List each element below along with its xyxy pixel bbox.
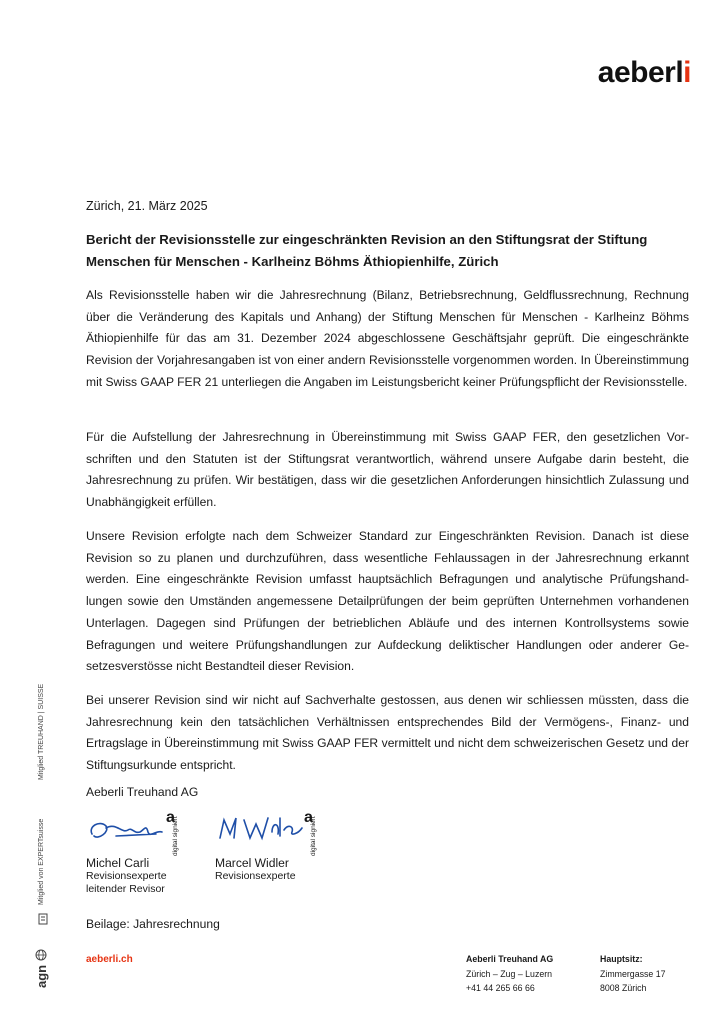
signatory-widler: Marcel Widler Revisionsexperte xyxy=(215,856,296,882)
paragraph-2: Für die Aufstellung der Jahresrechnung in Übereinstimmung mit Swiss GAAP FER, den gesetzlichen Vorschriften und den Statuten ist der Stiftungsrat verantwortlich, während unsere Aufgabe darin besteht, die Jahresrechnung zu prüfen. Wir bestätigen, dass wir die gesetzlichen Anforderungen hinsichtlich Zulassung und Unabhängigkeit erfüllen. xyxy=(86,430,689,510)
attachment-note: Beilage: Jahresrechnung xyxy=(86,917,220,931)
letter-date: Zürich, 21. März 2025 xyxy=(86,199,208,213)
company-name: Aeberli Treuhand AG xyxy=(86,785,199,799)
signature-widler xyxy=(214,808,314,852)
expertsuisse-icon xyxy=(38,912,48,924)
footer-headquarters: Hauptsitz: Zimmergasse 17 8008 Zürich xyxy=(600,954,666,993)
signatory-carli: Michel Carli Revisionsexperte leitender Revisor xyxy=(86,856,167,895)
member-treuhand-suisse: Mitglied TREUHAND | SUISSE xyxy=(38,683,45,780)
agn-logo: agn xyxy=(34,964,49,988)
agn-globe-icon xyxy=(35,948,47,960)
digital-signature-badge-2: a digital signiert xyxy=(304,809,317,856)
report-title: Bericht der Revisionsstelle zur eingeschränkten Revision an den Stiftungsrat der Stiftung Menschen für Menschen - Karlheinz Böhms Äthiopienhilfe, Zürich xyxy=(86,232,648,269)
website-link[interactable]: aeberli.ch xyxy=(86,954,133,965)
paragraph-3: Unsere Revision erfolgte nach dem Schweizer Standard zur Eingeschränkten Revision. Danach ist diese Revision so zu planen und durchzuführen, dass wesentliche Fehlaussagen in der Jahresrechnung erkannt werden. Eine eingeschränkte Revision umfasst hauptsächlich Befragungen und analytische Prüfungshandlungen sowie den Umständen angemessene Detailprüfungen der beim geprüften Unternehmen vorhandenen Unterlagen. Dagegen sind Prüfungen der betrieblichen Abläufe und des internen Kontrollsystems sowie Befragungen und weitere Prüfungshandlungen zur Aufdeckung deliktischer Handlungen oder anderer Gesetzesverstösse nicht Bestandteil dieser Revision. xyxy=(86,529,689,674)
paragraph-1: Als Revisionsstelle haben wir die Jahresrechnung (Bilanz, Betriebsrechnung, Geldflussrechnung, Rechnung über die Veränderung des Kapitals und Anhang) der Stiftung Menschen für Menschen - Karlheinz Böhms Äthiopienhilfe für das am 31. Dezember 2024 abgeschlossene Geschäftsjahr geprüft. Die eingeschränkte Revision der Vorjahresangaben ist von einer andern Revisionsstelle vorgenommen worden. In Übereinstimmung mit Swiss GAAP FER 21 unterliegen die Angaben im Leistungsbericht keiner Prüfungspflicht der Revisionsstelle. xyxy=(86,288,689,389)
aeberli-logo: aeberli xyxy=(597,56,691,89)
footer-company: Aeberli Treuhand AG Zürich – Zug – Luzern +41 44 265 66 66 xyxy=(466,954,554,993)
digital-signature-badge-1: a digital signiert xyxy=(166,809,179,856)
paragraph-4: Bei unserer Revision sind wir nicht auf Sachverhalte gestossen, aus denen wir schliessen müssten, dass die Jahresrechnung kein den tatsächlichen Verhältnissen entsprechendes Bild der Vermögens-, Finanz- und Ertragslage in Übereinstimmung mit Swiss GAAP FER vermittelt und nicht dem schweizerischen Gesetz und der Stiftungsurkunde entspricht. xyxy=(86,693,689,773)
member-expertsuisse: Mitglied von EXPERTsuisse xyxy=(38,818,45,905)
